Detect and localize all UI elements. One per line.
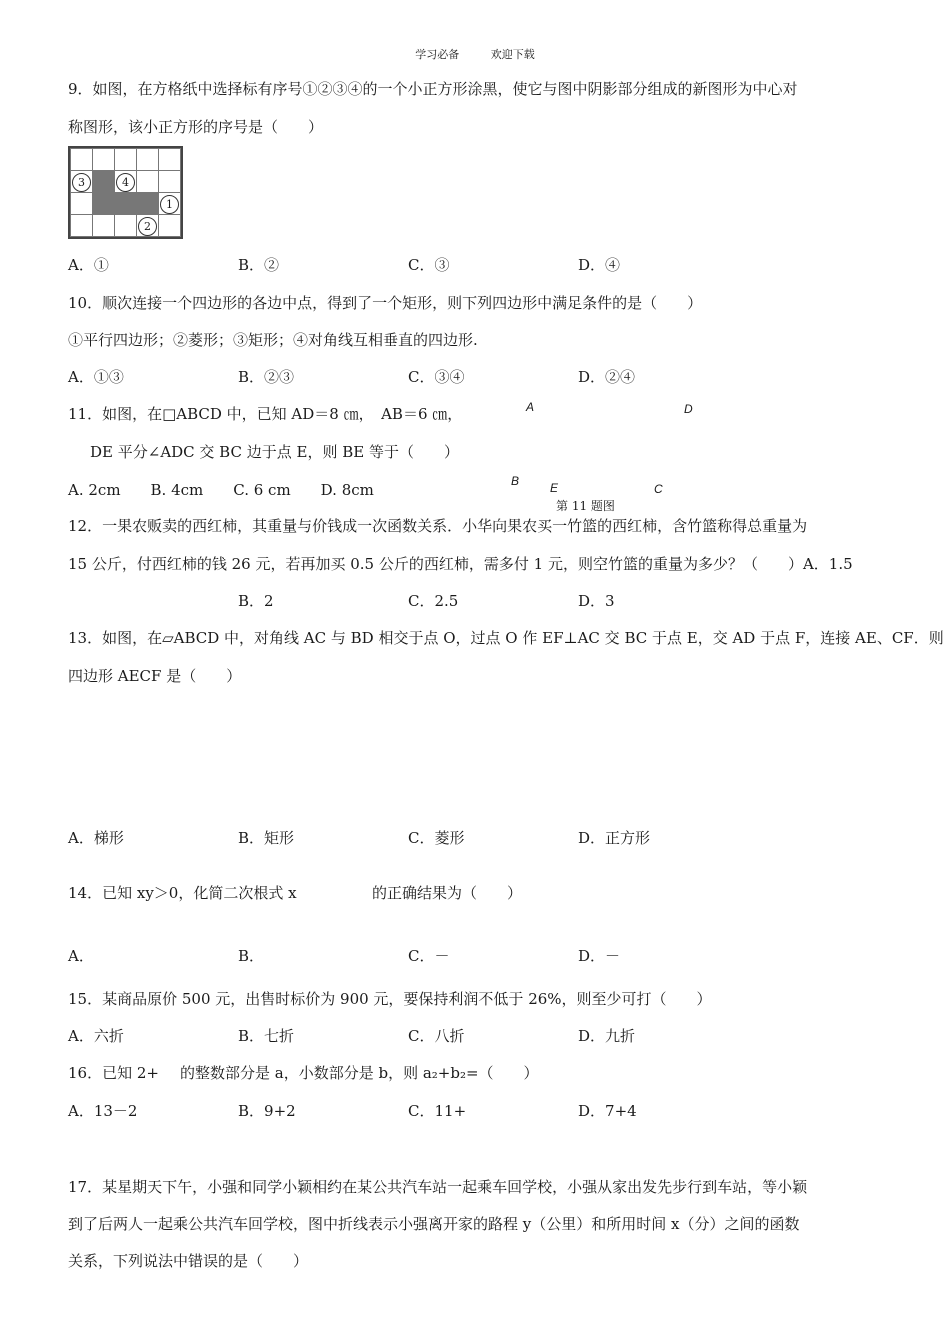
q9-option-a: A．① <box>68 256 109 274</box>
page-header <box>0 46 950 62</box>
q15-option-d: D．九折 <box>578 1027 636 1045</box>
q16-option-d: D．7+4 <box>578 1102 637 1120</box>
q14-option-b: B． <box>238 947 265 965</box>
q14-option-c: C．－ <box>408 947 450 965</box>
q11-fig-caption: 第 11 题图 <box>556 499 615 513</box>
q9-option-c: C．③ <box>408 256 450 274</box>
q15-line1: 15．某商品原价 500 元，出售时标价为 900 元，要保持利润不低于 26%，则至少可打（ ） <box>68 990 712 1008</box>
q12-option-c: C．2.5 <box>408 592 459 610</box>
grid-label-3: 3 <box>72 173 91 192</box>
q11-fig-label-a: A <box>526 400 535 414</box>
q16-option-c: C．11+ <box>408 1102 467 1120</box>
q10-option-c: C．③④ <box>408 368 465 386</box>
q16-option-b: B．9+2 <box>238 1102 296 1120</box>
q11-fig-label-c: C <box>654 482 663 496</box>
q10-option-d: D．②④ <box>578 368 636 386</box>
q14-line1b: 的正确结果为（ ） <box>372 884 523 902</box>
q10-line2: ①平行四边形；②菱形；③矩形；④对角线互相垂直的四边形. <box>68 331 478 349</box>
q15-option-a: A．六折 <box>68 1027 124 1045</box>
q13-option-a: A．梯形 <box>68 829 124 847</box>
q12-option-d: D．3 <box>578 592 615 610</box>
q13-option-b: B．矩形 <box>238 829 295 847</box>
q11-fig-label-d: D <box>684 402 693 416</box>
q9-grid-figure <box>68 146 183 239</box>
q13-option-c: C．菱形 <box>408 829 465 847</box>
q9-line2: 称图形，该小正方形的序号是（ ） <box>68 118 324 136</box>
grid-label-1: 1 <box>160 195 179 214</box>
q15-option-c: C．八折 <box>408 1027 465 1045</box>
q15-option-b: B．七折 <box>238 1027 295 1045</box>
header-right: 欢迎下载 <box>490 48 535 61</box>
q12-line2: 15 公斤，付西红柿的钱 26 元，若再加买 0.5 公斤的西红柿，需多付 1 元，则空竹篮的重量为多少？（ ）A．1.5 <box>68 555 853 573</box>
q17-line2: 到了后两人一起乘公共汽车回学校，图中折线表示小强离开家的路程 y（公里）和所用时间 x（分）之间的函数 <box>68 1215 800 1233</box>
q13-line2: 四边形 AECF 是（ ） <box>68 667 242 685</box>
q9-line1: 9．如图，在方格纸中选择标有序号①②③④的一个小正方形涂黑，使它与图中阴影部分组成的新图形为中心对 <box>68 80 798 98</box>
q11-line1: 11．如图，在□ABCD 中，已知 AD＝8 ㎝， AB＝6 ㎝， <box>68 405 463 423</box>
grid-label-4: 4 <box>116 173 135 192</box>
q10-option-b: B．②③ <box>238 368 295 386</box>
q12-line1: 12．一果农贩卖的西红柿，其重量与价钱成一次函数关系．小华向果农买一竹篮的西红柿，含竹篮称得总重量为 <box>68 517 808 535</box>
header-left: 学习必备 <box>415 48 460 61</box>
q16-line1b: 的整数部分是 a，小数部分是 b，则 a₂+b₂=（ ） <box>180 1064 539 1082</box>
q11-options: A. 2cm B. 4cm C. 6 cm D. 8cm <box>68 481 374 499</box>
q14-option-a: A． <box>68 947 94 965</box>
grid-label-2: 2 <box>138 217 157 236</box>
q13-line1: 13．如图，在▱ABCD 中，对角线 AC 与 BD 相交于点 O，过点 O 作 EF⊥AC 交 BC 于点 E，交 AD 于点 F，连接 AE、CF．则 <box>68 629 944 647</box>
q10-line1: 10．顺次连接一个四边形的各边中点，得到了一个矩形，则下列四边形中满足条件的是（ ） <box>68 294 703 312</box>
q16-option-a: A．13－2 <box>68 1102 138 1120</box>
q16-line1a: 16．已知 2+ <box>68 1064 159 1082</box>
q14-option-d: D．－ <box>578 947 621 965</box>
q14-line1a: 14．已知 xy＞0，化简二次根式 x <box>68 884 297 902</box>
q9-option-b: B．② <box>238 256 280 274</box>
q9-option-d: D．④ <box>578 256 621 274</box>
q17-line1: 17．某星期天下午，小强和同学小颖相约在某公共汽车站一起乘车回学校，小强从家出发先步行到车站，等小颖 <box>68 1178 808 1196</box>
q11-fig-label-b: B <box>511 474 520 488</box>
q11-fig-label-e: E <box>550 481 559 495</box>
q13-option-d: D．正方形 <box>578 829 651 847</box>
q11-line2: DE 平分∠ADC 交 BC 边于点 E，则 BE 等于（ ） <box>90 443 459 461</box>
q10-option-a: A．①③ <box>68 368 124 386</box>
q17-line3: 关系，下列说法中错误的是（ ） <box>68 1252 309 1270</box>
q12-option-b: B．2 <box>238 592 274 610</box>
